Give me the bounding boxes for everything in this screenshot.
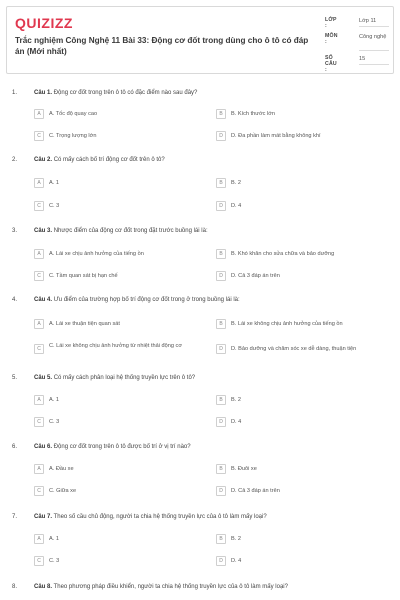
answer-option[interactable] [34, 395, 206, 405]
option-text: C. 3 [49, 419, 60, 425]
option-letter-box: D [216, 486, 226, 496]
answer-option[interactable] [216, 319, 388, 329]
option-text: A. Lái xe thuận tiện quan sát [49, 321, 120, 327]
question-label: Câu 8. [34, 584, 53, 590]
question-number: 5. [12, 375, 18, 381]
answer-option[interactable] [216, 341, 388, 354]
answer-option[interactable] [34, 249, 206, 259]
answer-option[interactable] [34, 178, 206, 188]
option-letter-box: C [34, 344, 44, 354]
option-letter-box: D [216, 131, 226, 141]
quizizz-logo: QUIZIZZ [15, 15, 73, 31]
option-text: B. Lái xe không chịu ảnh hưởng của tiếng ồn [231, 321, 343, 327]
option-letter-box: B [216, 109, 226, 119]
meta-count-label: SỐ CÂU : [325, 55, 337, 73]
option-text: B. Khó khăn cho sửa chữa và bảo dưỡng [231, 251, 335, 257]
option-letter-box: B [216, 249, 226, 259]
answer-option[interactable] [216, 201, 388, 211]
option-letter-box: C [34, 417, 44, 427]
option-text: B. 2 [231, 397, 241, 403]
answer-option[interactable] [34, 486, 206, 496]
answer-option[interactable] [216, 464, 388, 474]
answer-option[interactable] [216, 556, 388, 566]
question-text [34, 444, 384, 450]
meta-subject-value: Công nghệ [359, 34, 387, 40]
worksheet-title: Trắc nghiệm Công Nghệ 11 Bài 33: Động cơ đốt trong dùng cho ô tô có đáp án (Mới nhất) [15, 36, 309, 56]
option-text: D. Cả 3 đáp án trên [231, 488, 280, 494]
option-text: B. Kích thước lớn [231, 111, 276, 117]
question-label: Câu 7. [34, 514, 53, 520]
answer-option[interactable] [216, 131, 388, 141]
option-text: A. Lái xe chịu ảnh hưởng của tiếng ồn [49, 251, 144, 257]
answer-option[interactable] [216, 417, 388, 427]
option-text: C. 3 [49, 558, 60, 564]
question-text [34, 584, 384, 590]
option-letter-box: A [34, 319, 44, 329]
option-text: C. 3 [49, 203, 60, 209]
option-text: D. 4 [231, 558, 242, 564]
question-number: 2. [12, 157, 18, 163]
question-body: Có mấy cách bố trí động cơ đốt trên ô tô? [53, 157, 165, 163]
question-text [34, 297, 384, 303]
option-text: A. 1 [49, 180, 59, 186]
question-body: Theo số cầu chủ động, người ta chia hệ thống truyền lực của ô tô làm mấy loại? [53, 514, 267, 520]
question-label: Câu 5. [34, 375, 53, 381]
question-number: 7. [12, 514, 18, 520]
answer-option[interactable] [216, 109, 388, 119]
question-number: 8. [12, 584, 18, 590]
question-body: Nhược điểm của động cơ đốt trong đặt trước buồng lái là: [53, 228, 208, 234]
answer-option[interactable] [34, 417, 206, 427]
answer-option[interactable] [34, 464, 206, 474]
answer-option[interactable] [34, 271, 206, 281]
question-label: Câu 6. [34, 444, 53, 450]
question-number: 1. [12, 90, 18, 96]
answer-option[interactable] [34, 201, 206, 211]
question-label: Câu 2. [34, 157, 53, 163]
option-letter-box: A [34, 109, 44, 119]
option-text: C. Giữa xe [49, 488, 77, 494]
answer-option[interactable] [34, 534, 206, 544]
question-text [34, 157, 384, 163]
option-letter-box: A [34, 395, 44, 405]
option-letter-box: B [216, 464, 226, 474]
meta-subject-label: MÔN : [325, 33, 338, 45]
answer-option[interactable] [34, 556, 206, 566]
option-text: B. 2 [231, 180, 241, 186]
answer-option[interactable] [216, 178, 388, 188]
meta-divider [359, 26, 389, 27]
meta-class-label: LỚP : [325, 17, 337, 29]
answer-option[interactable] [34, 341, 206, 354]
option-text: D. Đa phần làm mát bằng không khí [231, 133, 321, 139]
option-text: A. 1 [49, 397, 59, 403]
answer-option[interactable] [216, 271, 388, 281]
option-text: C. Lái xe không chịu ảnh hưởng từ nhiệt thải động cơ [49, 343, 182, 349]
option-letter-box: C [34, 271, 44, 281]
option-letter-box: B [216, 395, 226, 405]
question-text [34, 514, 384, 520]
option-letter-box: A [34, 464, 44, 474]
meta-divider [359, 50, 389, 51]
option-text: D. Cả 3 đáp án trên [231, 273, 280, 279]
answer-option[interactable] [34, 319, 206, 329]
option-text: D. 4 [231, 203, 242, 209]
option-letter-box: B [216, 319, 226, 329]
question-body: Có mấy cách phân loại hệ thống truyền lực trên ô tô? [53, 375, 196, 381]
answer-option[interactable] [216, 249, 388, 259]
option-letter-box: A [34, 534, 44, 544]
question-body: Động cơ đốt trong trên ô tô có đặc điểm nào sau đây? [53, 90, 198, 96]
question-text [34, 228, 384, 234]
option-letter-box: C [34, 486, 44, 496]
answer-option[interactable] [216, 534, 388, 544]
meta-count-value: 15 [359, 56, 366, 62]
option-letter-box: D [216, 417, 226, 427]
option-letter-box: C [34, 131, 44, 141]
option-text: A. Đầu xe [49, 466, 74, 472]
option-text: D. 4 [231, 419, 242, 425]
question-body: Ưu điểm của trường hợp bố trí động cơ đốt trong ở trong buồng lái là: [53, 297, 240, 303]
option-text: C. Tầm quan sát bị hạn chế [49, 273, 118, 279]
option-letter-box: A [34, 249, 44, 259]
option-letter-box: D [216, 271, 226, 281]
question-number: 4. [12, 297, 18, 303]
question-body: Động cơ đốt trong trên ô tô được bố trí ở vị trí nào? [53, 444, 191, 450]
answer-option[interactable] [216, 395, 388, 405]
option-letter-box: D [216, 344, 226, 354]
option-letter-box: C [34, 556, 44, 566]
question-number: 6. [12, 444, 18, 450]
meta-class-value: Lớp 11 [359, 18, 377, 24]
question-label: Câu 1. [34, 90, 53, 96]
answer-option[interactable] [34, 131, 206, 141]
option-text: A. 1 [49, 536, 59, 542]
question-text [34, 90, 384, 96]
answer-option[interactable] [216, 486, 388, 496]
option-text: C. Trọng lượng lớn [49, 133, 97, 139]
question-label: Câu 4. [34, 297, 53, 303]
option-text: B. 2 [231, 536, 241, 542]
meta-divider [359, 64, 389, 65]
question-text [34, 375, 384, 381]
question-body: Theo phương pháp điều khiển, người ta chia hệ thống truyền lực của ô tô làm mấy loại? [53, 584, 288, 590]
question-number: 3. [12, 228, 18, 234]
option-letter-box: B [216, 534, 226, 544]
option-letter-box: A [34, 178, 44, 188]
option-text: B. Đuôi xe [231, 466, 257, 472]
answer-option[interactable] [34, 109, 206, 119]
option-letter-box: D [216, 201, 226, 211]
option-text: D. Bảo dưỡng và chăm sóc xe dễ dàng, thuận tiện [231, 346, 357, 352]
option-letter-box: D [216, 556, 226, 566]
question-label: Câu 3. [34, 228, 53, 234]
option-text: A. Tốc độ quay cao [49, 111, 98, 117]
worksheet-header [6, 6, 394, 74]
option-letter-box: C [34, 201, 44, 211]
option-letter-box: B [216, 178, 226, 188]
